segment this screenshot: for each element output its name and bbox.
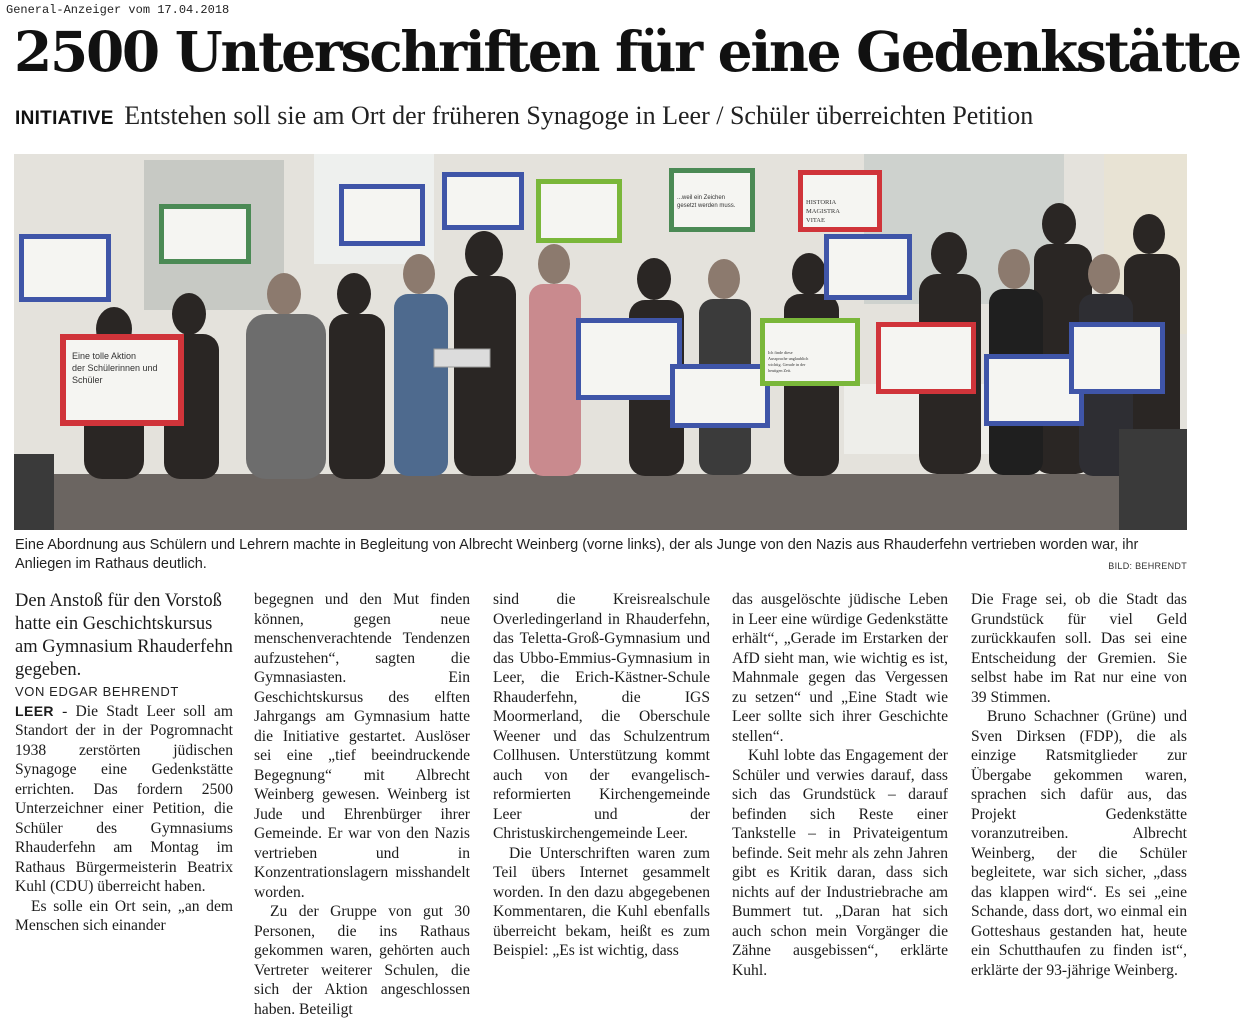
- paragraph: [15, 702, 233, 897]
- sign-text-3: HISTORIA MAGISTRA VITAE: [806, 199, 840, 224]
- photo-caption: Eine Abordnung aus Schülern und Lehrern machte in Begleitung von Albrecht Weinberg (vorne links), der als Junge von den Nazis aus Rhauderfehn vertrieben worden war, ihr Anliegen im Rathaus deutlich.: [15, 537, 1139, 572]
- sign-text-1: Eine tolle Aktion der Schülerinnen und Schüler: [72, 351, 158, 385]
- paragraph: Die Unterschriften waren zum Teil übers Internet gesammelt worden. In den dazu abgegebenen Kommentaren, die Kuhl ebenfalls überreicht bekam, heißt es zum Beispiel: „Es ist wichtig, dass: [493, 844, 710, 959]
- article-lead: Den Anstoß für den Vorstoß hatte ein Geschichtskursus am Gymnasium Rhauderfehn gegeben.: [15, 591, 233, 680]
- subline: [15, 100, 1195, 135]
- article-column-3: [493, 590, 710, 985]
- article-byline: VON EDGAR BEHRENDT: [15, 684, 179, 699]
- paragraph: das ausgelöschte jüdische Leben in Leer eine würdige Gedenkstätte erhält“, „Gerade im Erstarken der AfD sieht man, wie wichtig es ist, Mahnmale gegen das Vergessen zu setzen“ und „Eine Stadt wie Leer sollte sich ihrer Geschichte stellen“.: [732, 591, 948, 745]
- sign-text-4: Ich finde diese Aussprache unglaublich wichtig. Gerade in der heutigen Zeit.: [768, 350, 809, 373]
- paragraph: Die Frage sei, ob die Stadt das Grundstück für viel Geld zurückkaufen soll. Das sei eine Entscheidung der Gremien. Sie selbst habe im Rat nur eine von 39 Stimmen.: [971, 591, 1187, 706]
- paragraph: Kuhl lobte das Engagement der Schüler und verwies darauf, dass sich das Grundstück – darauf befinden sich Reste einer Tankstelle – in Privateigentum befinde. Seit mehr als zehn Jahren gibt es Kritik daran, dass sich nichts auf der Industriebrache am Bummert tut. „Daran hat sich auch schon mein Vorgänger die Zähne ausgebissen“, erklärte Kuhl.: [732, 747, 948, 979]
- headline: 2500 Unterschriften für eine Gedenkstätte: [14, 19, 1240, 84]
- photo-illustration: [14, 154, 1187, 530]
- paragraph: sind die Kreisrealschule Overledingerland in Rhauderfehn, das Teletta-Groß-Gymnasium und das Ubbo-Emmius-Gymnasium in Leer, die Erich-Kästner-Schule Rhauderfehn, die IGS Moormerland, die Oberschule Weener und das Schulzentrum Collhusen. Unterstützung kommt auch von der evangelisch-reformierten Kirchengemeinde Leer und der Christuskirchengemeinde Leer.: [493, 591, 710, 842]
- dateline: LEER: [15, 702, 54, 719]
- article-column-5: [971, 590, 1187, 985]
- paragraph: Zu der Gruppe von gut 30 Personen, die ins Rathaus gekommen waren, gehörten auch Vertreter weiterer Schulen, die sich der Aktion angeschlossen haben. Beteiligt: [254, 903, 470, 1018]
- group-photo: [14, 154, 1187, 530]
- paragraph: begegnen und den Mut finden können, gegen neue menschenverachtende Tendenzen aufzustehen“, sagten die Gymnasiasten. Ein Geschichtskursus des elften Jahrgangs am Gymnasium hatte die Initiative gestartet. Auslöser sei eine „tief beeindruckende Begegnung“ mit Albrecht Weinberg gewesen. Weinberg ist Jude und Ehrenbürger ihrer Gemeinde. Er war von den Nazis vertrieben und in Konzentrationslagern misshandelt worden.: [254, 591, 470, 901]
- source-line: General-Anzeiger vom 17.04.2018: [6, 3, 230, 17]
- article-column-1: [15, 590, 233, 985]
- paragraph: Es solle ein Ort sein, „an dem Menschen sich einander: [15, 897, 233, 934]
- subline-text: Entstehen soll sie am Ort der früheren Synagoge in Leer / Schüler überreichten Petition: [124, 101, 1034, 130]
- kicker: INITIATIVE: [15, 108, 114, 129]
- article-column-2: [254, 590, 470, 1018]
- article-column-4: [732, 590, 948, 985]
- paragraph: Bruno Schachner (Grüne) und Sven Dirksen (FDP), die als einzige Ratsmitglieder zur Übergabe gekommen waren, sprachen sich dafür aus, das Projekt Gedenkstätte voranzutreiben. Albrecht Weinberg, der die Schüler begleitete, war sich sicher, „dass das klappen wird“. Es sei „eine Schande, dass dort, wo einmal ein Gotteshaus gestanden hat, heute ein Schutthaufen zu finden ist“, erklärte der 93-jährige Weinberg.: [971, 708, 1187, 979]
- paragraph-text: - Die Stadt Leer soll am Standort der in der Pogromnacht 1938 zerstörten jüdischen Synagoge eine Gedenkstätte errichten. Das fordern 2500 Unterzeichner einer Petition, die Schüler des Gymnasiums Rhauderfehn am Montag im Rathaus Bürgermeisterin Beatrix Kuhl (CDU) überreicht haben.: [15, 702, 233, 895]
- sign-text-2: ...weil ein Zeichen gesetzt werden muss.: [677, 195, 736, 209]
- photo-credit: BILD: BEHRENDT: [1108, 561, 1187, 571]
